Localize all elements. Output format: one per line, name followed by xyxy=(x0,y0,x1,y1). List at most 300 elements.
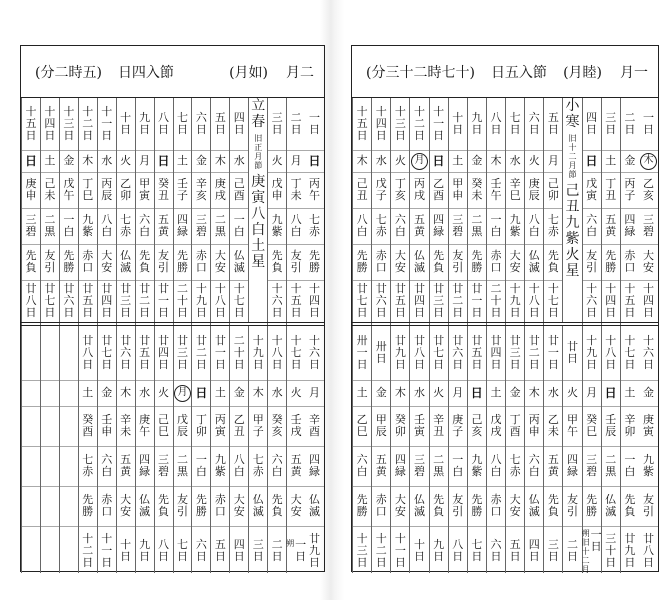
cell-lunar xyxy=(468,280,486,322)
cell-rokuyo xyxy=(506,486,524,526)
cell-lunar xyxy=(211,526,229,576)
lower-column xyxy=(191,326,210,573)
cell-text: 土 xyxy=(490,386,502,399)
cell-text: 七 赤 xyxy=(375,213,387,238)
cell-rokuyo xyxy=(372,244,390,280)
cell-date xyxy=(487,326,505,380)
cell-lunar xyxy=(192,280,210,322)
cell-text: 十 四 日 xyxy=(375,105,387,142)
cell-lunar xyxy=(372,526,390,576)
cell-text: 火 xyxy=(120,154,132,167)
cell-text: 十 八 日 xyxy=(605,334,617,371)
cell-star xyxy=(372,446,390,486)
cell-date xyxy=(249,326,267,380)
cell-text: 己 酉 xyxy=(233,177,245,202)
cell-text: 十 九 日 xyxy=(509,282,521,319)
cell-text: 大 安 xyxy=(290,493,302,518)
cell-star xyxy=(211,446,229,486)
cell-text: 赤 口 xyxy=(490,493,502,518)
cell-rokuyo xyxy=(22,486,40,526)
cell-text: 四 緑 xyxy=(624,213,636,238)
cell-star xyxy=(287,208,305,244)
cell-week xyxy=(192,380,210,406)
cell-text: 三 碧 xyxy=(158,453,170,478)
cell-kanshi xyxy=(22,406,40,446)
cell-text: 三 碧 xyxy=(25,213,37,238)
cell-date xyxy=(22,326,40,380)
cell-text: 大 安 xyxy=(394,493,406,518)
cell-week xyxy=(544,380,562,406)
cell-star xyxy=(41,446,59,486)
cell-text: 十 一 日 xyxy=(394,532,406,569)
cell-text: 丙 子 xyxy=(624,177,636,202)
cell-text: 廿 一 日 xyxy=(547,334,559,371)
cell-lunar xyxy=(155,526,173,576)
cell-kanshi xyxy=(544,406,562,446)
cell-lunar xyxy=(391,280,409,322)
cell-lunar xyxy=(430,526,448,576)
cell-rokuyo xyxy=(563,486,581,526)
cell-week xyxy=(22,150,40,172)
cell-text: 二 黒 xyxy=(214,213,226,238)
cell-text: 癸 丑 xyxy=(158,177,170,202)
cell-text: 先 勝 xyxy=(471,249,483,274)
cell-rokuyo xyxy=(583,244,601,280)
cell-week xyxy=(155,150,173,172)
cell-text: 日 xyxy=(432,154,445,168)
cell-text: 先 負 xyxy=(25,249,37,274)
cell-text: 十 一 日 xyxy=(433,105,445,142)
cell-star xyxy=(98,208,116,244)
cell-text: 日 xyxy=(470,386,483,400)
cell-star xyxy=(22,446,40,486)
seasonal-star: 己 丑 九 紫 火 星 xyxy=(565,183,580,279)
cell-text: 三 十 日 xyxy=(605,532,617,569)
cell-text: 赤 口 xyxy=(214,493,226,518)
cell-rokuyo xyxy=(60,244,78,280)
cell-lunar xyxy=(468,526,486,576)
cell-star xyxy=(449,208,467,244)
cell-star xyxy=(155,446,173,486)
cell-text: 甲 午 xyxy=(566,413,578,438)
cell-text: 廿 五 日 xyxy=(139,334,151,371)
cell-text: 五 黄 xyxy=(120,453,132,478)
cell-text: 戊 子 xyxy=(375,177,387,202)
lower-column xyxy=(390,326,409,573)
cell-rokuyo xyxy=(230,486,248,526)
lower-column xyxy=(267,326,286,573)
cell-rokuyo xyxy=(372,486,390,526)
cell-text: 仏 滅 xyxy=(528,249,540,274)
cell-text: 乙 酉 xyxy=(433,177,445,202)
cell-lunar xyxy=(487,526,505,576)
cell-text: 仏 滅 xyxy=(120,249,132,274)
cell-rokuyo xyxy=(155,244,173,280)
cell-day xyxy=(268,98,286,150)
cell-text: 日 xyxy=(195,386,208,400)
cell-star xyxy=(639,208,658,244)
cell-week xyxy=(602,380,620,406)
lower-column xyxy=(229,326,248,573)
cell-date xyxy=(305,326,324,380)
cell-text: 仏 滅 xyxy=(413,249,425,274)
cell-date xyxy=(391,326,409,380)
cell-text: 廿 一 日 xyxy=(158,282,170,319)
cell-lunar xyxy=(372,280,390,322)
cell-text: 大 安 xyxy=(509,249,521,274)
cell-star xyxy=(468,208,486,244)
cell-date xyxy=(602,326,620,380)
cell-text: 三 碧 xyxy=(452,213,464,238)
cell-text: 廿 一 日 xyxy=(214,334,226,371)
cell-week xyxy=(563,380,581,406)
cell-lunar xyxy=(174,526,192,576)
cell-date xyxy=(544,326,562,380)
cell-week xyxy=(449,380,467,406)
cell-rokuyo xyxy=(583,486,601,526)
cell-week xyxy=(268,380,286,406)
cell-star xyxy=(602,446,620,486)
cell-text: 火 xyxy=(158,386,170,399)
cell-text: 三 碧 xyxy=(195,213,207,238)
cell-kanshi xyxy=(372,172,390,208)
cell-star xyxy=(230,208,248,244)
cell-week xyxy=(410,380,428,406)
cell-text: 仏 滅 xyxy=(233,249,245,274)
cell-text: 五 黄 xyxy=(547,453,559,478)
cell-text: 月 xyxy=(452,386,464,399)
cell-week xyxy=(449,150,467,172)
cell-star xyxy=(525,208,543,244)
cell-text: 廿 八 日 xyxy=(25,282,37,319)
cell-date xyxy=(268,326,286,380)
cell-text: 水 xyxy=(233,154,245,167)
cell-text: 七 日 xyxy=(176,111,188,136)
february-page xyxy=(0,0,320,600)
cell-text: 廿 七 日 xyxy=(101,334,113,371)
cell-date xyxy=(192,326,210,380)
cell-text: 二 黒 xyxy=(471,213,483,238)
cell-text: 廿 九 日 xyxy=(394,334,406,371)
cell-text: 廿 二 日 xyxy=(195,334,207,371)
cell-text: 月 xyxy=(139,154,151,167)
cell-lunar xyxy=(155,280,173,322)
cell-lunar xyxy=(60,526,78,576)
cell-week xyxy=(249,380,267,406)
cell-kanshi xyxy=(602,172,620,208)
cell-text: 火 xyxy=(271,154,283,167)
cell-text: 木 xyxy=(394,386,406,399)
cell-text: 赤 口 xyxy=(375,249,387,274)
cell-text: 己 巳 xyxy=(158,413,170,438)
cell-lunar xyxy=(544,280,562,322)
cell-text: 七 赤 xyxy=(309,213,321,238)
cell-text: 仏 滅 xyxy=(309,493,321,518)
cell-text: 廿 五 日 xyxy=(394,282,406,319)
setsu-date: 日四入節 xyxy=(117,64,174,81)
cell-text: 廿 一 日 xyxy=(471,282,483,319)
cell-rokuyo xyxy=(211,244,229,280)
cell-text: 丁 卯 xyxy=(195,413,207,438)
lunar-note: 朔 xyxy=(286,539,295,548)
cell-week xyxy=(544,150,562,172)
cell-star xyxy=(487,208,505,244)
cell-star xyxy=(174,446,192,486)
cell-text: 木 xyxy=(528,386,540,399)
cell-kanshi xyxy=(192,406,210,446)
cell-rokuyo xyxy=(230,244,248,280)
cell-text: 辛 巳 xyxy=(509,177,521,202)
cell-rokuyo xyxy=(60,486,78,526)
cell-kanshi xyxy=(249,406,267,446)
cell-text: 八 白 xyxy=(233,453,245,478)
cell-text: 四 緑 xyxy=(566,453,578,478)
cell-text: 乙 亥 xyxy=(642,177,654,202)
cell-kanshi xyxy=(563,406,581,446)
cell-kanshi xyxy=(468,406,486,446)
cell-text: 水 xyxy=(509,154,521,167)
cell-text: 先 負 xyxy=(433,493,445,518)
cell-kanshi xyxy=(583,172,601,208)
cell-text: 友 引 xyxy=(586,249,598,274)
cell-text: 金 xyxy=(471,154,483,167)
cell-day xyxy=(60,98,78,150)
cell-kanshi xyxy=(430,172,448,208)
cell-lunar xyxy=(268,280,286,322)
cell-date xyxy=(430,326,448,380)
cell-week xyxy=(506,380,524,406)
cell-text: 七 日 xyxy=(176,538,188,563)
lower-column xyxy=(601,326,620,573)
cell-text: 四 緑 xyxy=(309,453,321,478)
cell-text: 先 勝 xyxy=(605,249,617,274)
cell-kanshi xyxy=(449,406,467,446)
cell-week xyxy=(60,150,78,172)
cell-week xyxy=(602,150,620,172)
cell-lunar xyxy=(41,526,59,576)
cell-rokuyo xyxy=(268,486,286,526)
cell-text: 三 日 xyxy=(252,538,264,563)
cell-text: 壬 辰 xyxy=(605,413,617,438)
cell-text: 一 白 xyxy=(452,453,464,478)
cell-week xyxy=(639,150,658,172)
setsu-date: 日五入節 xyxy=(490,64,547,81)
cell-star xyxy=(544,446,562,486)
cell-rokuyo xyxy=(136,486,154,526)
cell-star xyxy=(79,208,97,244)
cell-week xyxy=(155,380,173,406)
cell-text: 七 赤 xyxy=(82,453,94,478)
cell-lunar xyxy=(621,526,639,576)
cell-kanshi xyxy=(353,406,371,446)
lower-column xyxy=(505,326,524,573)
cell-text: 十 六 日 xyxy=(309,334,321,371)
cell-text: 一 白 xyxy=(195,453,207,478)
cell-rokuyo xyxy=(639,486,658,526)
cell-rokuyo xyxy=(487,244,505,280)
cell-text: 大 安 xyxy=(101,249,113,274)
cell-star xyxy=(60,446,78,486)
cell-kanshi xyxy=(41,172,59,208)
cell-text: 五 日 xyxy=(547,111,559,136)
cell-text: 丙 寅 xyxy=(214,413,226,438)
cell-text: 五 黄 xyxy=(375,453,387,478)
cell-lunar xyxy=(305,280,324,322)
cell-text: 十 二 日 xyxy=(82,105,94,142)
cell-star xyxy=(174,208,192,244)
cell-text: 辛 丑 xyxy=(433,413,445,438)
cell-text: 水 xyxy=(375,154,387,167)
cell-star xyxy=(563,446,581,486)
cell-star xyxy=(430,446,448,486)
cell-star xyxy=(391,208,409,244)
cell-lunar xyxy=(22,280,40,322)
cell-text: 先 負 xyxy=(547,493,559,518)
lower-column xyxy=(135,326,154,573)
cell-text: 十 六 日 xyxy=(586,282,598,319)
cell-star xyxy=(602,208,620,244)
cell-lunar xyxy=(602,526,620,576)
cell-kanshi xyxy=(174,406,192,446)
cell-text: 十 二 日 xyxy=(413,105,425,142)
cell-day xyxy=(117,98,135,150)
cell-star xyxy=(506,208,524,244)
cell-star xyxy=(621,446,639,486)
cell-lunar xyxy=(136,526,154,576)
cell-text: 水 xyxy=(413,386,425,399)
cell-text: 土 xyxy=(82,386,94,399)
lunar-text: 一 日 xyxy=(590,527,602,553)
cell-star xyxy=(487,446,505,486)
cell-star xyxy=(136,446,154,486)
cell-text: 土 xyxy=(605,154,617,167)
cell-text: 九 日 xyxy=(139,111,151,136)
cell-lunar xyxy=(449,526,467,576)
cell-star xyxy=(41,208,59,244)
cell-text: 金 xyxy=(233,386,245,399)
cell-rokuyo xyxy=(41,244,59,280)
cell-text: 廿 八 日 xyxy=(413,334,425,371)
cell-kanshi xyxy=(155,172,173,208)
cell-text: 二 日 xyxy=(271,538,283,563)
month-title: 月二 xyxy=(286,64,314,81)
cell-text: 十 七 日 xyxy=(290,334,302,371)
lower-column xyxy=(582,326,601,573)
cell-text: 十 七 日 xyxy=(624,334,636,371)
cell-date xyxy=(639,326,658,380)
cell-text: 金 xyxy=(509,386,521,399)
seasonal-term: 小 寒 xyxy=(565,98,580,130)
cell-text: 癸 卯 xyxy=(394,413,406,438)
cell-text: 十 日 xyxy=(413,538,425,563)
cell-rokuyo xyxy=(525,486,543,526)
cell-rokuyo xyxy=(544,244,562,280)
cell-lunar xyxy=(430,280,448,322)
cell-kanshi xyxy=(602,406,620,446)
lower-column xyxy=(352,326,371,573)
lower-column xyxy=(543,326,562,573)
cell-kanshi xyxy=(525,406,543,446)
lower-column xyxy=(248,326,267,573)
cell-text: 六 白 xyxy=(394,213,406,238)
cell-text: 廿 日 xyxy=(566,340,578,365)
cell-text: 九 紫 xyxy=(82,213,94,238)
cell-text: 己 亥 xyxy=(471,413,483,438)
cell-kanshi xyxy=(41,406,59,446)
cell-text: 友 引 xyxy=(44,249,56,274)
cell-star xyxy=(268,446,286,486)
cell-lunar xyxy=(192,526,210,576)
cell-text: 一 日 xyxy=(642,111,654,136)
february-header xyxy=(21,46,324,98)
cell-text: 七 赤 xyxy=(547,213,559,238)
january-header xyxy=(352,46,658,98)
cell-text: 九 紫 xyxy=(642,453,654,478)
cell-text: 庚 寅 xyxy=(642,413,654,438)
cell-text: 日 xyxy=(24,154,37,168)
lower-column xyxy=(59,326,78,573)
cell-star xyxy=(211,208,229,244)
cell-text: 十 八 日 xyxy=(271,334,283,371)
cell-star xyxy=(305,208,324,244)
cell-star xyxy=(506,446,524,486)
cell-text: 二 十 日 xyxy=(233,334,245,371)
cell-text: 土 xyxy=(452,154,464,167)
cell-star xyxy=(98,446,116,486)
cell-kanshi xyxy=(487,172,505,208)
cell-lunar xyxy=(353,526,371,576)
cell-text: 八 白 xyxy=(101,213,113,238)
cell-text: 乙 未 xyxy=(547,413,559,438)
cell-text: 赤 口 xyxy=(490,249,502,274)
cell-star xyxy=(22,208,40,244)
cell-text: 二 黒 xyxy=(44,213,56,238)
cell-text: 辛 亥 xyxy=(195,177,207,202)
cell-kanshi xyxy=(117,172,135,208)
cell-text: 戊 寅 xyxy=(586,177,598,202)
cell-text: 五 日 xyxy=(509,538,521,563)
cell-text: 丁 丑 xyxy=(605,177,617,202)
cell-kanshi xyxy=(287,172,305,208)
cell-text: 赤 口 xyxy=(82,249,94,274)
cell-kanshi xyxy=(211,406,229,446)
january-page xyxy=(344,0,664,600)
cell-text: 木 xyxy=(252,386,264,399)
cell-day xyxy=(544,98,562,150)
cell-rokuyo xyxy=(353,244,371,280)
cell-lunar xyxy=(391,526,409,576)
cell-text: 月 xyxy=(309,386,321,399)
cell-day xyxy=(230,98,248,150)
cell-text: 木 xyxy=(490,154,502,167)
cell-text: 十 五 日 xyxy=(356,105,368,142)
lower-column xyxy=(173,326,192,573)
cell-text: 廿 三 日 xyxy=(433,282,445,319)
cell-text: 十 九 日 xyxy=(586,334,598,371)
cell-text: 五 日 xyxy=(214,538,226,563)
cell-kanshi xyxy=(583,406,601,446)
cell-text: 丁 未 xyxy=(290,177,302,202)
cell-text: 甲 寅 xyxy=(139,177,151,202)
cell-text: 戊 午 xyxy=(63,177,75,202)
cell-text: 廿 九 日 xyxy=(309,532,321,569)
cell-rokuyo xyxy=(305,486,324,526)
cell-text: 三 日 xyxy=(271,111,283,136)
cell-week xyxy=(230,380,248,406)
cell-date xyxy=(41,326,59,380)
cell-text: 三 碧 xyxy=(413,453,425,478)
cell-star xyxy=(639,446,658,486)
